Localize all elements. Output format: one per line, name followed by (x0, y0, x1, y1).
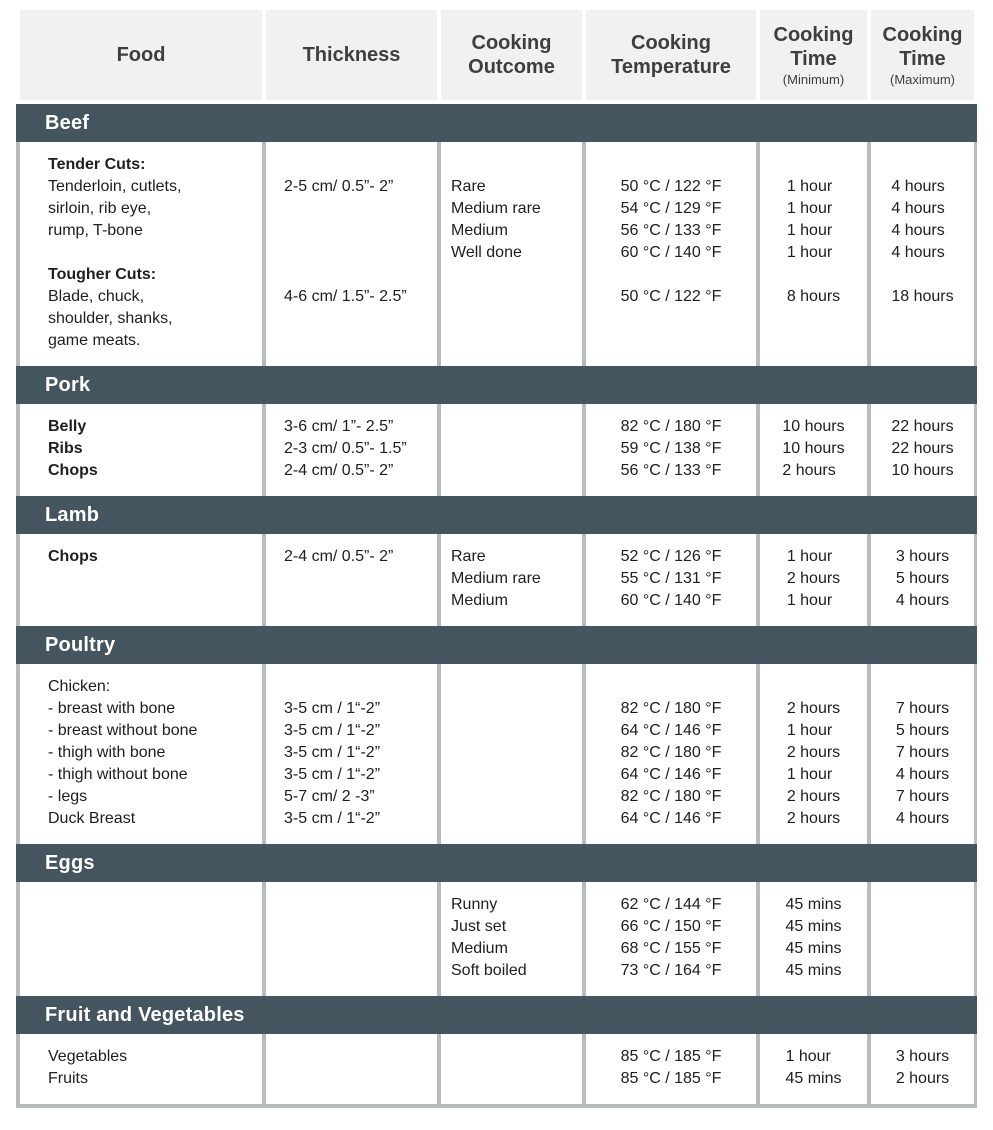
cell-outcome (441, 664, 582, 844)
cell-line: 82 °C / 180 °F (620, 700, 722, 717)
cell-line: 4 hours (891, 200, 945, 217)
cell-line: 45 mins (785, 896, 842, 913)
cell-lines (441, 546, 582, 612)
section-title: Beef (45, 111, 90, 134)
cell-line: 45 mins (785, 918, 842, 935)
cell-lines (20, 1046, 262, 1090)
cell-time_min (760, 404, 867, 496)
cell-line: Rare (451, 548, 486, 565)
cell-line: 45 mins (785, 940, 842, 957)
column-header-label: Cooking Temperature (611, 32, 731, 78)
section-header-lamb (16, 496, 977, 534)
column-header-food (20, 10, 262, 100)
cell-lines (896, 676, 949, 830)
cell-line (284, 220, 437, 242)
column-header-cooking-outcome (441, 10, 582, 100)
column-header-sublabel: (Maximum) (890, 72, 955, 87)
cell-line: Belly (48, 418, 87, 435)
cell-line: 45 mins (785, 1070, 842, 1087)
cell-line: 4 hours (891, 222, 945, 239)
cell-temperature (586, 664, 756, 844)
column-header-sublabel: (Minimum) (782, 72, 845, 87)
cell-line: 66 °C / 150 °F (620, 918, 722, 935)
cell-line: 62 °C / 144 °F (620, 896, 722, 913)
section-body (16, 664, 977, 844)
cell-line: 50 °C / 122 °F (620, 178, 722, 195)
cell-time_min (760, 142, 867, 366)
cell-line (787, 264, 840, 286)
cell-line: shoulder, shanks, (48, 310, 173, 327)
cell-line: 1 hour (786, 722, 833, 739)
cell-lines (621, 676, 722, 830)
cell-lines (621, 1046, 722, 1090)
table-header-row (16, 10, 977, 100)
cell-line: 3-6 cm/ 1”- 2.5” (284, 418, 394, 435)
cell-lines (891, 416, 953, 482)
cell-temperature (586, 534, 756, 626)
column-header-cooking-temperature (586, 10, 756, 100)
cell-line: 82 °C / 180 °F (620, 788, 722, 805)
cell-line: Runny (451, 896, 498, 913)
cell-line: 45 mins (785, 962, 842, 979)
column-header-label: Thickness (302, 44, 401, 66)
cell-line: 4 hours (895, 592, 950, 609)
cell-line: Well done (451, 244, 522, 261)
section-title: Fruit and Vegetables (45, 1003, 245, 1026)
column-header-thickness (266, 10, 437, 100)
cell-line: 4 hours (891, 244, 945, 261)
cell-outcome (441, 882, 582, 996)
cell-lines (787, 546, 840, 612)
cell-food (20, 534, 262, 626)
cell-lines (20, 676, 262, 830)
cell-temperature (586, 1034, 756, 1104)
cell-line: - legs (48, 788, 88, 805)
cell-time_max (871, 404, 974, 496)
cell-line: Medium (451, 940, 508, 957)
cell-time_min (760, 534, 867, 626)
cell-outcome (441, 404, 582, 496)
cell-line (284, 242, 437, 264)
cell-lines (20, 416, 262, 482)
section-body (16, 404, 977, 496)
cell-food (20, 1034, 262, 1104)
cell-thickness (266, 1034, 437, 1104)
cell-food (20, 142, 262, 366)
cell-line: 64 °C / 146 °F (620, 766, 722, 783)
section-body (16, 1034, 977, 1108)
cell-outcome (441, 534, 582, 626)
cell-line: 10 hours (782, 440, 845, 457)
section-header-fruit-and-vegetables (16, 996, 977, 1034)
cell-line: 1 hour (786, 766, 833, 783)
cell-time_min (760, 1034, 867, 1104)
cell-line: Tougher Cuts: (48, 266, 157, 283)
cell-line: game meats. (48, 332, 141, 349)
cell-line: 85 °C / 185 °F (620, 1070, 722, 1087)
cell-lines (891, 154, 953, 308)
cell-line: 4 hours (895, 766, 950, 783)
cell-line: sirloin, rib eye, (48, 200, 152, 217)
section-body (16, 882, 977, 996)
cell-line: 4 hours (895, 810, 950, 827)
cell-line: 3-5 cm / 1“-2” (284, 722, 381, 739)
cell-line: 1 hour (786, 548, 833, 565)
cell-line (284, 264, 437, 286)
cell-line: 2 hours (786, 810, 841, 827)
column-header-label: Cooking Outcome (468, 32, 555, 78)
cell-line: 5-7 cm/ 2 -3” (284, 788, 375, 805)
cell-line: 82 °C / 180 °F (620, 418, 722, 435)
cell-lines (782, 416, 844, 482)
cell-line: 2 hours (895, 1070, 950, 1087)
cell-time_min (760, 664, 867, 844)
cell-lines (441, 894, 582, 982)
cell-temperature (586, 404, 756, 496)
cell-line (891, 154, 953, 176)
cell-line (621, 154, 722, 176)
cell-line: 50 °C / 122 °F (620, 288, 722, 305)
cell-line: 8 hours (786, 288, 841, 305)
section-header-beef (16, 104, 977, 142)
cell-line: 4-6 cm/ 1.5”- 2.5” (284, 288, 407, 305)
section-title: Poultry (45, 633, 116, 656)
cell-line: 1 hour (786, 222, 833, 239)
cell-food (20, 882, 262, 996)
cell-line: 3-5 cm / 1“-2” (284, 810, 381, 827)
column-header-label: Cooking Time (882, 24, 963, 70)
cell-lines (266, 546, 437, 568)
cell-line: Chops (48, 462, 98, 479)
cell-lines (266, 416, 437, 482)
cell-line: 60 °C / 140 °F (620, 592, 722, 609)
cell-line: Duck Breast (48, 810, 136, 827)
cell-line: 64 °C / 146 °F (620, 722, 722, 739)
cell-food (20, 404, 262, 496)
cell-lines (896, 546, 949, 612)
section-header-pork (16, 366, 977, 404)
cell-line: 2-4 cm/ 0.5”- 2” (284, 462, 394, 479)
section-body (16, 534, 977, 626)
section-header-poultry (16, 626, 977, 664)
cell-temperature (586, 882, 756, 996)
cell-line: 10 hours (891, 462, 954, 479)
cell-line: 2 hours (786, 700, 841, 717)
cell-lines (621, 546, 722, 612)
cell-line: Medium (451, 592, 508, 609)
cell-temperature (586, 142, 756, 366)
cell-lines (621, 894, 722, 982)
cell-lines (266, 676, 437, 830)
cell-line: Just set (451, 918, 507, 935)
cell-lines (20, 546, 262, 568)
cell-line: 55 °C / 131 °F (620, 570, 722, 587)
cell-line: 59 °C / 138 °F (620, 440, 722, 457)
cell-thickness (266, 534, 437, 626)
cell-line: 5 hours (895, 722, 950, 739)
cell-lines (785, 894, 841, 982)
cell-line: 1 hour (786, 178, 833, 195)
cell-line: Vegetables (48, 1048, 128, 1065)
cell-line (451, 154, 582, 176)
cell-outcome (441, 142, 582, 366)
cell-line: Chops (48, 548, 98, 565)
cell-thickness (266, 882, 437, 996)
cell-line: 2-4 cm/ 0.5”- 2” (284, 548, 394, 565)
cell-line: 1 hour (785, 1048, 831, 1065)
cell-line (896, 676, 949, 698)
cell-line: 10 hours (782, 418, 845, 435)
cell-line: - breast with bone (48, 700, 176, 717)
cell-line: 1 hour (786, 200, 833, 217)
cell-time_max (871, 1034, 974, 1104)
cell-line (48, 242, 262, 264)
cell-line: 2-3 cm/ 0.5”- 1.5” (284, 440, 407, 457)
section-header-eggs (16, 844, 977, 882)
cell-line (621, 264, 722, 286)
cell-line: 60 °C / 140 °F (620, 244, 722, 261)
cell-line: 64 °C / 146 °F (620, 810, 722, 827)
cell-line: 2 hours (786, 570, 841, 587)
section-title: Lamb (45, 503, 100, 526)
cell-line (284, 676, 437, 698)
cell-line: 2-5 cm/ 0.5”- 2” (284, 178, 394, 195)
cell-line: 2 hours (782, 462, 836, 479)
cell-line (787, 676, 840, 698)
cell-line: 2 hours (786, 744, 841, 761)
cell-line: 5 hours (895, 570, 950, 587)
cell-line (891, 264, 953, 286)
cell-line: 1 hour (786, 244, 833, 261)
section-title: Pork (45, 373, 91, 396)
cell-line: 56 °C / 133 °F (620, 222, 722, 239)
cell-line: - thigh without bone (48, 766, 188, 783)
cell-line: Rare (451, 178, 486, 195)
cell-line: Medium (451, 222, 508, 239)
column-header-cooking-time-minimum (760, 10, 867, 100)
cell-line: 1 hour (786, 592, 833, 609)
cell-line: Medium rare (451, 570, 541, 587)
cell-thickness (266, 404, 437, 496)
cell-lines (266, 154, 437, 308)
cell-line: 3-5 cm / 1“-2” (284, 700, 381, 717)
cell-time_max (871, 882, 974, 996)
cell-line (284, 198, 437, 220)
column-header-label: Cooking Time (773, 24, 854, 70)
cell-food (20, 664, 262, 844)
cell-time_max (871, 534, 974, 626)
cell-line: - breast without bone (48, 722, 198, 739)
cell-line: 85 °C / 185 °F (620, 1048, 722, 1065)
cell-line (621, 676, 722, 698)
cell-lines (621, 154, 722, 308)
cell-line: 7 hours (895, 700, 950, 717)
column-header-cooking-time-maximum (871, 10, 974, 100)
cell-line: 82 °C / 180 °F (620, 744, 722, 761)
cell-time_min (760, 882, 867, 996)
section-body (16, 142, 977, 366)
column-header-label: Food (116, 44, 166, 66)
section-title: Eggs (45, 851, 95, 874)
cell-lines (441, 154, 582, 264)
cell-line: 7 hours (895, 744, 950, 761)
cell-thickness (266, 664, 437, 844)
cell-line: 56 °C / 133 °F (620, 462, 722, 479)
cell-line: 52 °C / 126 °F (620, 548, 722, 565)
cell-line: 54 °C / 129 °F (620, 200, 722, 217)
cell-lines (896, 1046, 949, 1090)
cell-line: Tenderloin, cutlets, (48, 178, 182, 195)
cell-lines (785, 1046, 841, 1090)
cell-time_max (871, 142, 974, 366)
cell-line: 3 hours (895, 548, 950, 565)
cell-line: Chicken: (48, 678, 111, 695)
cell-line: 7 hours (895, 788, 950, 805)
table-sections (16, 104, 977, 1108)
cell-line: 3 hours (895, 1048, 950, 1065)
cell-time_max (871, 664, 974, 844)
cell-line (284, 154, 437, 176)
cell-line: Blade, chuck, (48, 288, 145, 305)
cell-line: 22 hours (891, 418, 954, 435)
cell-line: Fruits (48, 1070, 88, 1087)
cell-line: 18 hours (891, 288, 954, 305)
cell-line: 73 °C / 164 °F (620, 962, 722, 979)
cell-line: 3-5 cm / 1“-2” (284, 744, 381, 761)
cell-thickness (266, 142, 437, 366)
cell-lines (621, 416, 722, 482)
cell-line: - thigh with bone (48, 744, 166, 761)
cell-outcome (441, 1034, 582, 1104)
cell-line: rump, T-bone (48, 222, 143, 239)
cell-line: Ribs (48, 440, 83, 457)
cell-lines (787, 154, 840, 308)
cell-line: Soft boiled (451, 962, 527, 979)
cell-line: 22 hours (891, 440, 954, 457)
cell-line: 4 hours (891, 178, 945, 195)
cell-line: 2 hours (786, 788, 841, 805)
cell-lines (20, 154, 262, 352)
cell-line: Medium rare (451, 200, 541, 217)
cell-line: Tender Cuts: (48, 156, 146, 173)
cell-line: 68 °C / 155 °F (620, 940, 722, 957)
cell-lines (787, 676, 840, 830)
cell-line (787, 154, 840, 176)
cell-line: 3-5 cm / 1“-2” (284, 766, 381, 783)
